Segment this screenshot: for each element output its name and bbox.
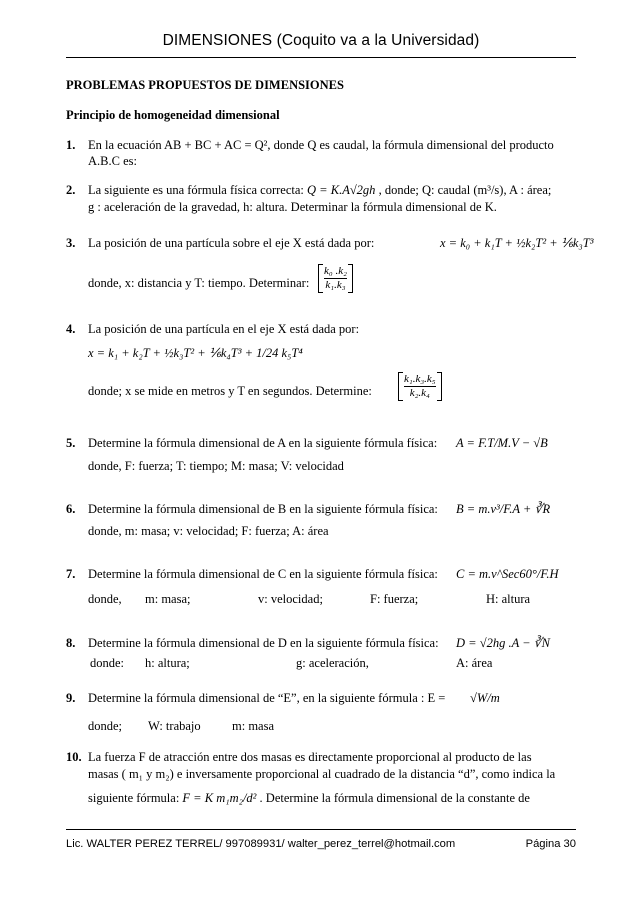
section-title: PROBLEMAS PROPUESTOS DE DIMENSIONES [66, 78, 344, 92]
problem-8-number: 8. [66, 636, 76, 650]
header-divider [66, 57, 576, 58]
problem-2-number: 2. [66, 183, 76, 197]
problem-7-number: 7. [66, 567, 76, 581]
problem-8-col1: donde: [90, 656, 125, 670]
problem-10-text-a: siguiente fórmula: [88, 791, 180, 805]
problem-8-col4: A: área [456, 656, 493, 670]
problem-3-line1: La posición de una partícula sobre el eje X está dada por: [88, 236, 375, 250]
problem-2-text-a: La siguiente es una fórmula física correcta: [88, 183, 304, 197]
problem-4-formula: x = k₁ + k₂T + ½k₃T² + ⅙k₄T³ + 1/24 k₅T⁴ [88, 346, 303, 360]
problem-8-col3: g: aceleración, [296, 656, 369, 670]
problem-9-formula: √W/m [470, 691, 500, 705]
problem-5-number: 5. [66, 436, 76, 450]
problem-3-formula: x = k₀ + k₁T + ½k₂T² + ⅙k₃T³ [440, 236, 594, 250]
footer-page-number: Página 30 [525, 838, 576, 850]
problem-7-col1: donde, [88, 592, 122, 606]
problem-10-line3 [88, 791, 530, 806]
problem-4-line1: La posición de una partícula en el eje X está dada por: [88, 322, 360, 336]
problem-3-det-den: k₁.k₃ [325, 279, 346, 291]
problem-2-text-b: , donde; Q: caudal (m³/s), A : área; [378, 183, 552, 197]
problem-3-line2: donde, x: distancia y T: tiempo. Determinar: [88, 276, 310, 290]
problem-7-col4: F: fuerza; [370, 592, 419, 606]
footer-author: Lic. WALTER PEREZ TERREL/ 997089931/ walter_perez_terrel@hotmail.com [66, 838, 456, 850]
problem-10-number: 10. [66, 750, 82, 764]
problem-6-number: 6. [66, 502, 76, 516]
page-header-title: DIMENSIONES (Coquito va a la Universidad) [162, 32, 480, 49]
problem-8-col2: h: altura; [145, 656, 190, 670]
problem-10-line1: La fuerza F de atracción entre dos masas es directamente proporcional al producto de las [88, 750, 532, 764]
problem-7-col5: H: altura [486, 592, 531, 606]
problem-5-formula: A = F.T/M.V − √B [456, 436, 548, 450]
problem-2-line1 [88, 183, 551, 198]
problem-7-col2: m: masa; [145, 592, 191, 606]
subtitle: Principio de homogeneidad dimensional [66, 108, 280, 122]
problem-9-col3: m: masa [232, 719, 275, 733]
problem-1-line2: A.B.C es: [88, 154, 137, 168]
problem-4-number: 4. [66, 322, 76, 336]
problem-1-number: 1. [66, 138, 76, 152]
problem-3-number: 3. [66, 236, 76, 250]
problem-4-determinant [398, 372, 442, 401]
problem-4-line3: donde; x se mide en metros y T en segundos. Determine: [88, 384, 372, 398]
problem-6-line1: Determine la fórmula dimensional de B en la siguiente fórmula física: [88, 502, 438, 516]
problem-2-line2: g : aceleración de la gravedad, h: altura. Determinar la fórmula dimensional de K. [88, 200, 497, 214]
problem-7-col3: v: velocidad; [258, 592, 323, 606]
problem-5-line1: Determine la fórmula dimensional de A en la siguiente fórmula física: [88, 436, 438, 450]
problem-4-det-den: k₂.k₄ [409, 387, 430, 399]
problem-7-formula: C = m.v^Sec60°/F.H [456, 567, 559, 581]
problem-2-formula: Q = K.A√2gh [307, 183, 376, 197]
problem-9-number: 9. [66, 691, 76, 705]
problem-7-line1: Determine la fórmula dimensional de C en la siguiente fórmula física: [88, 567, 438, 581]
problem-6-formula: B = m.v³/F.A + ∛R [456, 502, 551, 516]
problem-9-line1: Determine la fórmula dimensional de “E”, en la siguiente fórmula : E = [88, 691, 446, 705]
problem-10-line2: masas ( m₁ y m₂) e inversamente proporcional al cuadrado de la distancia “d”, como indica la [88, 767, 556, 781]
problem-9-col2: W: trabajo [148, 719, 201, 733]
problem-8-line1: Determine la fórmula dimensional de D en la siguiente fórmula física: [88, 636, 439, 650]
problem-5-line2: donde, F: fuerza; T: tiempo; M: masa; V: velocidad [88, 459, 344, 473]
problem-3-determinant [318, 264, 353, 293]
problem-3-det-num: k₀ .k₂ [324, 265, 347, 277]
page-footer [66, 838, 576, 850]
problem-8-formula: D = √2hg .A − ∛N [456, 636, 550, 650]
problem-6-line2: donde, m: masa; v: velocidad; F: fuerza; A: área [88, 524, 329, 538]
problem-1-line1: En la ecuación AB + BC + AC = Q², donde Q es caudal, la fórmula dimensional del producto [88, 138, 554, 152]
problem-10-formula: F = K m₁m₂/d² [182, 791, 257, 805]
problem-9-col1: donde; [88, 719, 123, 733]
problem-4-det-num: k₁.k₃.k₅ [404, 373, 436, 385]
problem-10-text-b: . Determine la fórmula dimensional de la constante de [259, 791, 530, 805]
footer-divider [66, 829, 576, 830]
